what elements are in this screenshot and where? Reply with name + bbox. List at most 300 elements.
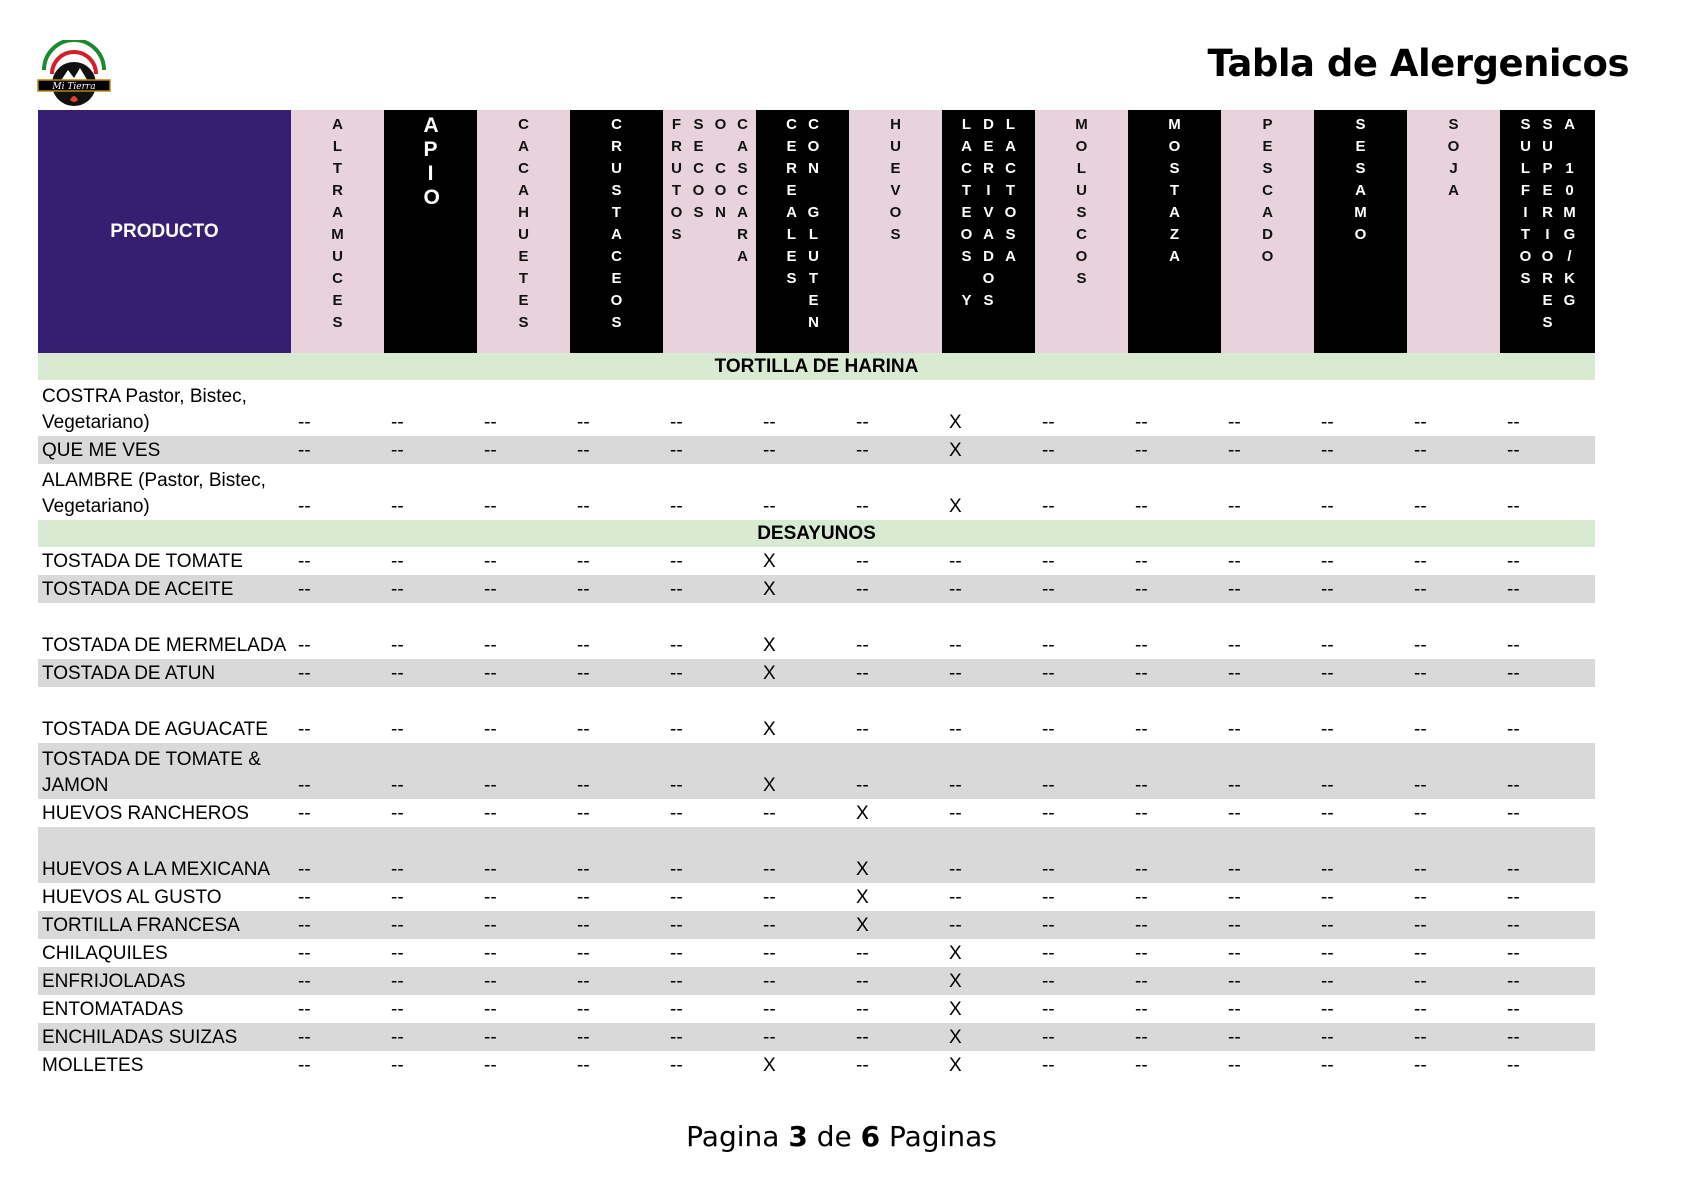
allergen-cell: -- <box>1228 412 1241 433</box>
allergen-cell: -- <box>391 915 404 936</box>
table-row <box>38 799 1595 827</box>
allergen-cell: X <box>763 635 776 656</box>
allergen-cell: -- <box>484 412 497 433</box>
allergen-cell: -- <box>1507 971 1520 992</box>
allergen-cell: -- <box>949 663 962 684</box>
allergen-column-header <box>663 110 756 353</box>
allergen-cell: -- <box>1414 719 1427 740</box>
allergen-cell: -- <box>1042 440 1055 461</box>
allergen-cell: -- <box>298 999 311 1020</box>
allergen-cell: -- <box>484 915 497 936</box>
allergen-cell: -- <box>1135 1055 1148 1076</box>
allergen-cell: -- <box>1042 887 1055 908</box>
allergen-cell: -- <box>1507 943 1520 964</box>
allergen-cell: -- <box>949 719 962 740</box>
allergen-cell: -- <box>1228 999 1241 1020</box>
product-name: ENCHILADAS SUIZAS <box>42 1027 238 1048</box>
allergen-cell: -- <box>484 719 497 740</box>
table-row <box>38 547 1595 575</box>
product-name: CHILAQUILES <box>42 943 168 964</box>
allergen-cell: -- <box>1135 496 1148 517</box>
allergen-cell: -- <box>670 943 683 964</box>
allergen-header-word: C A C A H U E T E S <box>518 116 529 331</box>
allergen-cell: -- <box>1135 999 1148 1020</box>
allergen-cell: -- <box>391 887 404 908</box>
product-name: COSTRA Pastor, Bistec, Vegetariano) <box>42 386 247 433</box>
allergen-cell: -- <box>1228 859 1241 880</box>
allergen-cell: -- <box>1507 440 1520 461</box>
allergen-header-word: A P I O <box>423 114 440 209</box>
allergen-cell: -- <box>391 803 404 824</box>
allergen-cell: -- <box>298 775 311 796</box>
allergen-cell: -- <box>298 663 311 684</box>
allergen-cell: -- <box>1321 887 1334 908</box>
allergen-cell: -- <box>1507 915 1520 936</box>
table-row <box>38 911 1595 939</box>
allergen-cell: -- <box>1042 719 1055 740</box>
allergen-cell: -- <box>1135 719 1148 740</box>
allergen-cell: -- <box>1507 859 1520 880</box>
allergen-header-word: C A S C A R A <box>737 116 748 265</box>
allergen-column-header <box>756 110 849 353</box>
allergen-cell: X <box>856 859 869 880</box>
allergen-cell: -- <box>1135 440 1148 461</box>
allergen-cell: -- <box>670 440 683 461</box>
allergen-cell: -- <box>856 1055 869 1076</box>
allergen-cell: X <box>949 1055 962 1076</box>
allergen-cell: -- <box>391 579 404 600</box>
allergen-cell: -- <box>1042 1027 1055 1048</box>
allergen-cell: -- <box>577 803 590 824</box>
allergen-column-header <box>942 110 1035 353</box>
allergen-header-word: L A C T O S A <box>1004 116 1017 265</box>
allergen-column-header <box>477 110 570 353</box>
allergen-cell: -- <box>670 915 683 936</box>
allergen-cell: -- <box>1414 579 1427 600</box>
allergen-cell: -- <box>391 971 404 992</box>
allergen-cell: -- <box>1042 803 1055 824</box>
allergen-cell: -- <box>298 635 311 656</box>
allergen-cell: -- <box>949 635 962 656</box>
allergen-cell: -- <box>391 1055 404 1076</box>
allergen-cell: -- <box>1414 803 1427 824</box>
allergen-cell: -- <box>1042 775 1055 796</box>
allergen-cell: -- <box>856 999 869 1020</box>
allergen-header-word: H U E V O S <box>889 116 902 243</box>
allergen-cell: -- <box>298 719 311 740</box>
table-row <box>38 1051 1595 1079</box>
allergen-cell: -- <box>298 412 311 433</box>
allergen-cell: -- <box>1135 915 1148 936</box>
allergen-cell: -- <box>1321 440 1334 461</box>
allergen-column-header <box>1035 110 1128 353</box>
table-row <box>38 380 1595 436</box>
allergen-cell: -- <box>1414 440 1427 461</box>
allergen-cell: -- <box>949 579 962 600</box>
allergen-header-word: L A C T E O S Y <box>960 116 973 309</box>
allergen-cell: -- <box>1228 915 1241 936</box>
allergen-cell: -- <box>763 971 776 992</box>
allergen-cell: -- <box>1321 943 1334 964</box>
allergen-header-word: C O N G L U T E N <box>807 116 820 331</box>
allergen-cell: -- <box>484 663 497 684</box>
allergen-cell: -- <box>484 999 497 1020</box>
allergen-cell: -- <box>1414 999 1427 1020</box>
allergen-cell: -- <box>1228 440 1241 461</box>
allergen-cell: -- <box>577 859 590 880</box>
allergen-cell: -- <box>391 859 404 880</box>
product-name: QUE ME VES <box>42 440 161 461</box>
allergen-cell: -- <box>1321 579 1334 600</box>
allergen-header-word: A 1 0 M G / K G <box>1563 116 1576 309</box>
allergen-cell: -- <box>577 496 590 517</box>
allergen-cell: -- <box>949 551 962 572</box>
allergen-cell: X <box>763 579 776 600</box>
allergen-cell: -- <box>856 579 869 600</box>
allergen-cell: -- <box>1321 551 1334 572</box>
allergen-cell: -- <box>670 1027 683 1048</box>
allergen-cell: -- <box>856 496 869 517</box>
allergen-table <box>38 110 1595 1079</box>
allergen-cell: -- <box>1414 1027 1427 1048</box>
allergen-cell: -- <box>1414 859 1427 880</box>
allergen-cell: -- <box>670 551 683 572</box>
allergen-header-word: M O S T A Z A <box>1168 116 1181 265</box>
allergen-header-word: M O L U S C O S <box>1075 116 1088 287</box>
allergen-cell: -- <box>1507 663 1520 684</box>
allergen-cell: -- <box>1042 663 1055 684</box>
allergen-cell: -- <box>391 1027 404 1048</box>
allergen-cell: -- <box>670 635 683 656</box>
allergen-cell: -- <box>856 551 869 572</box>
product-name: TOSTADA DE ATUN <box>42 663 216 684</box>
allergen-cell: -- <box>391 440 404 461</box>
footer-suffix: Paginas <box>889 1120 997 1153</box>
allergen-cell: X <box>856 915 869 936</box>
allergen-cell: -- <box>391 775 404 796</box>
allergen-cell: -- <box>391 496 404 517</box>
allergen-cell: -- <box>391 635 404 656</box>
allergen-header-word: S U P E R I O R E S <box>1541 116 1554 331</box>
allergen-cell: -- <box>298 803 311 824</box>
allergen-cell: -- <box>1135 579 1148 600</box>
allergen-cell: -- <box>1507 496 1520 517</box>
allergen-header-word: A L T R A M U C E S <box>331 116 344 331</box>
allergen-cell: -- <box>1507 1027 1520 1048</box>
product-name: TOSTADA DE MERMELADA <box>42 635 287 656</box>
allergen-cell: -- <box>577 999 590 1020</box>
allergen-column-header <box>1128 110 1221 353</box>
allergen-header-word: S U L F I T O S <box>1519 116 1532 287</box>
allergen-cell: -- <box>1042 999 1055 1020</box>
allergen-cell: -- <box>391 663 404 684</box>
allergen-cell: -- <box>1321 999 1334 1020</box>
allergen-cell: -- <box>1321 971 1334 992</box>
product-name: TOSTADA DE ACEITE <box>42 579 234 600</box>
allergen-cell: -- <box>670 719 683 740</box>
allergen-cell: -- <box>1507 775 1520 796</box>
allergen-cell: -- <box>856 440 869 461</box>
allergen-cell: X <box>949 496 962 517</box>
allergen-cell: -- <box>577 887 590 908</box>
table-body <box>38 353 1595 1079</box>
allergen-cell: -- <box>1135 663 1148 684</box>
allergen-cell: -- <box>577 551 590 572</box>
allergen-cell: -- <box>763 887 776 908</box>
allergen-cell: X <box>949 971 962 992</box>
allergen-cell: -- <box>1042 1055 1055 1076</box>
allergen-cell: -- <box>1135 775 1148 796</box>
allergen-cell: -- <box>1414 887 1427 908</box>
allergen-cell: -- <box>1507 1055 1520 1076</box>
allergen-cell: -- <box>763 496 776 517</box>
allergen-cell: -- <box>1414 635 1427 656</box>
allergen-cell: -- <box>484 887 497 908</box>
footer-prefix: Pagina <box>686 1120 780 1153</box>
section-header: TORTILLA DE HARINA <box>38 353 1595 380</box>
allergen-cell: -- <box>1321 663 1334 684</box>
allergen-cell: X <box>949 943 962 964</box>
allergen-cell: -- <box>1414 943 1427 964</box>
allergen-cell: -- <box>298 1027 311 1048</box>
allergen-column-header <box>570 110 663 353</box>
allergen-cell: -- <box>763 803 776 824</box>
allergen-cell: X <box>763 663 776 684</box>
allergen-cell: -- <box>1507 635 1520 656</box>
allergen-cell: -- <box>949 775 962 796</box>
allergen-column-header <box>1221 110 1314 353</box>
allergen-cell: -- <box>856 412 869 433</box>
product-name: ENTOMATADAS <box>42 999 184 1020</box>
allergen-header-word: P E S C A D O <box>1261 116 1274 265</box>
allergen-cell: -- <box>1507 551 1520 572</box>
allergen-header-word: C E R E A L E S <box>786 116 797 287</box>
allergen-cell: -- <box>298 579 311 600</box>
allergen-cell: -- <box>577 943 590 964</box>
allergen-cell: -- <box>298 887 311 908</box>
allergen-cell: -- <box>1321 719 1334 740</box>
allergen-cell: -- <box>1228 971 1241 992</box>
allergen-cell: -- <box>856 719 869 740</box>
allergen-cell: -- <box>1042 915 1055 936</box>
allergen-cell: -- <box>1507 719 1520 740</box>
table-row <box>38 464 1595 520</box>
allergen-cell: -- <box>484 440 497 461</box>
allergen-cell: -- <box>763 999 776 1020</box>
allergen-cell: -- <box>670 663 683 684</box>
allergen-cell: -- <box>949 915 962 936</box>
product-name: HUEVOS AL GUSTO <box>42 887 222 908</box>
document-title: Tabla de Alergenicos <box>1207 42 1629 85</box>
allergen-cell: -- <box>949 859 962 880</box>
allergen-cell: -- <box>484 971 497 992</box>
allergen-cell: -- <box>763 1027 776 1048</box>
footer-mid: de <box>816 1120 852 1153</box>
allergen-column-header <box>1500 110 1595 353</box>
table-row <box>38 575 1595 603</box>
allergen-cell: X <box>856 803 869 824</box>
allergen-cell: -- <box>670 803 683 824</box>
section-header: DESAYUNOS <box>38 520 1595 547</box>
allergen-cell: -- <box>484 1055 497 1076</box>
mi-tierra-logo <box>36 40 112 108</box>
product-name: TOSTADA DE TOMATE <box>42 551 243 572</box>
allergen-column-header <box>1407 110 1500 353</box>
allergen-cell: -- <box>1042 496 1055 517</box>
allergen-cell: -- <box>856 775 869 796</box>
allergen-cell: X <box>949 999 962 1020</box>
product-name: TORTILLA FRANCESA <box>42 915 240 936</box>
allergen-header-word: O C O N <box>714 116 727 221</box>
allergen-cell: -- <box>1135 635 1148 656</box>
allergen-cell: -- <box>670 859 683 880</box>
table-row <box>38 995 1595 1023</box>
allergen-cell: -- <box>1228 551 1241 572</box>
allergen-cell: -- <box>949 887 962 908</box>
allergen-cell: -- <box>1414 1055 1427 1076</box>
allergen-cell: X <box>949 440 962 461</box>
allergen-cell: -- <box>577 412 590 433</box>
allergen-cell: -- <box>484 859 497 880</box>
allergen-cell: -- <box>577 440 590 461</box>
allergen-cell: -- <box>1228 663 1241 684</box>
table-header <box>38 110 1595 353</box>
allergen-cell: X <box>763 1055 776 1076</box>
allergen-cell: -- <box>298 915 311 936</box>
allergen-cell: -- <box>1135 943 1148 964</box>
allergen-cell: -- <box>763 440 776 461</box>
allergen-cell: -- <box>856 635 869 656</box>
allergen-cell: -- <box>1228 943 1241 964</box>
allergen-cell: -- <box>1135 803 1148 824</box>
allergen-cell: X <box>949 1027 962 1048</box>
allergen-cell: -- <box>391 551 404 572</box>
allergen-cell: -- <box>1321 775 1334 796</box>
table-row <box>38 603 1595 659</box>
allergen-cell: -- <box>298 971 311 992</box>
allergen-cell: -- <box>1135 859 1148 880</box>
allergen-header-word: D E R I V A D O S <box>982 116 995 309</box>
allergen-cell: -- <box>298 551 311 572</box>
allergen-cell: -- <box>577 635 590 656</box>
allergen-cell: -- <box>1414 551 1427 572</box>
allergen-cell: -- <box>484 803 497 824</box>
allergen-cell: -- <box>1228 887 1241 908</box>
allergen-cell: -- <box>1042 551 1055 572</box>
allergen-cell: -- <box>1228 1055 1241 1076</box>
allergen-cell: -- <box>484 579 497 600</box>
allergen-cell: -- <box>577 1055 590 1076</box>
product-name: ENFRIJOLADAS <box>42 971 186 992</box>
allergen-cell: -- <box>577 971 590 992</box>
allergen-cell: -- <box>1228 719 1241 740</box>
allergen-header-word: S E S A M O <box>1354 116 1367 243</box>
table-row <box>38 659 1595 687</box>
allergen-cell: -- <box>484 943 497 964</box>
allergen-cell: -- <box>1507 887 1520 908</box>
allergen-cell: -- <box>856 663 869 684</box>
table-row <box>38 883 1595 911</box>
allergen-cell: -- <box>1135 1027 1148 1048</box>
allergen-cell: -- <box>484 635 497 656</box>
allergen-cell: -- <box>763 915 776 936</box>
allergen-header-word: C R U S T A C E O S <box>610 116 623 331</box>
allergen-cell: X <box>763 551 776 572</box>
allergen-column-header <box>291 110 384 353</box>
allergen-cell: -- <box>577 719 590 740</box>
allergen-cell: -- <box>1135 551 1148 572</box>
allergen-cell: -- <box>1228 803 1241 824</box>
product-column-header: PRODUCTO <box>38 110 291 353</box>
allergen-cell: -- <box>1042 412 1055 433</box>
allergen-cell: X <box>949 412 962 433</box>
allergen-cell: -- <box>391 412 404 433</box>
allergen-header-word: F R U T O S <box>670 116 683 243</box>
allergen-cell: -- <box>391 999 404 1020</box>
allergen-cell: -- <box>856 1027 869 1048</box>
allergen-cell: -- <box>298 496 311 517</box>
allergen-cell: -- <box>577 663 590 684</box>
table-row <box>38 827 1595 883</box>
allergen-cell: -- <box>1507 579 1520 600</box>
product-name: ALAMBRE (Pastor, Bistec, Vegetariano) <box>42 470 266 517</box>
allergen-cell: -- <box>670 412 683 433</box>
allergen-cell: -- <box>298 943 311 964</box>
allergen-cell: -- <box>1414 663 1427 684</box>
allergen-cell: -- <box>1321 1027 1334 1048</box>
allergen-cell: -- <box>391 719 404 740</box>
current-page-number: 3 <box>788 1120 808 1153</box>
allergen-cell: -- <box>484 1027 497 1048</box>
product-name: HUEVOS RANCHEROS <box>42 803 249 824</box>
allergen-cell: -- <box>1507 412 1520 433</box>
allergen-cell: -- <box>577 579 590 600</box>
svg-text:Mi Tierra: Mi Tierra <box>52 82 96 92</box>
allergen-cell: -- <box>1228 1027 1241 1048</box>
allergen-cell: -- <box>1228 775 1241 796</box>
allergen-cell: X <box>763 719 776 740</box>
table-row <box>38 436 1595 464</box>
allergen-cell: -- <box>1414 496 1427 517</box>
allergen-column-header <box>849 110 942 353</box>
allergen-cell: -- <box>1321 859 1334 880</box>
allergen-cell: -- <box>1414 971 1427 992</box>
allergen-cell: -- <box>670 496 683 517</box>
product-name: HUEVOS A LA MEXICANA <box>42 859 271 880</box>
allergen-cell: -- <box>484 551 497 572</box>
allergen-cell: -- <box>1042 635 1055 656</box>
allergen-cell: -- <box>763 412 776 433</box>
allergen-cell: -- <box>1135 971 1148 992</box>
allergen-cell: -- <box>1321 412 1334 433</box>
allergen-cell: -- <box>1228 635 1241 656</box>
allergen-cell: -- <box>1321 635 1334 656</box>
allergen-column-header <box>1314 110 1407 353</box>
allergen-cell: -- <box>1321 496 1334 517</box>
allergen-cell: -- <box>484 496 497 517</box>
allergen-cell: -- <box>670 1055 683 1076</box>
allergen-cell: -- <box>1414 775 1427 796</box>
allergen-cell: -- <box>298 859 311 880</box>
allergen-cell: -- <box>949 803 962 824</box>
allergen-cell: -- <box>1042 579 1055 600</box>
allergen-cell: -- <box>1321 803 1334 824</box>
allergen-cell: -- <box>391 943 404 964</box>
allergen-cell: -- <box>1042 971 1055 992</box>
allergen-cell: -- <box>298 1055 311 1076</box>
table-row <box>38 743 1595 799</box>
allergen-cell: -- <box>670 999 683 1020</box>
